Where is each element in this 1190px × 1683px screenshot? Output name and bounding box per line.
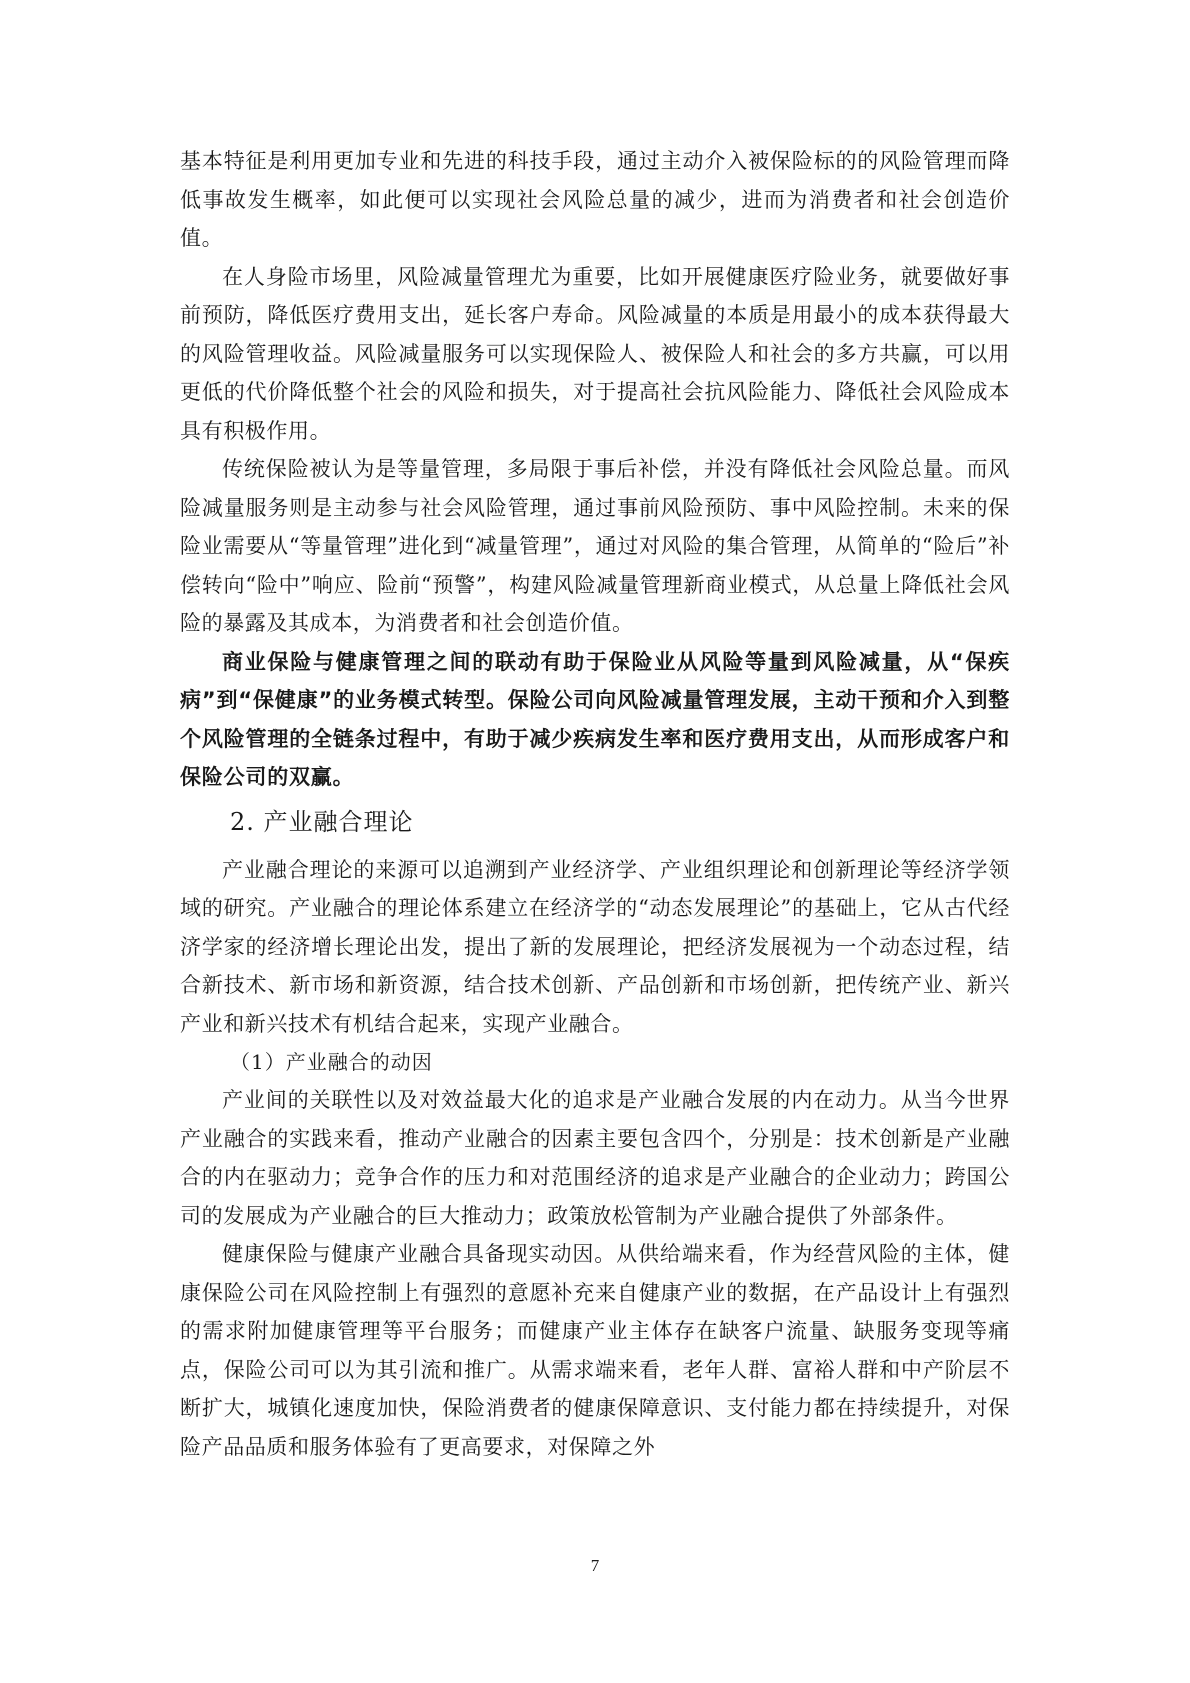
paragraph-industry-fusion: 产业融合理论的来源可以追溯到产业经济学、产业组织理论和创新理论等经济学领域的研究。产业融合的理论体系建立在经济学的“动态发展理论”的基础上，它从古代经济学家的经济增长理论出发，提出了新的发展理论，把经济发展视为一个动态过程，结合新技术、新市场和新资源，结合技术创新、产品创新和市场创新，把传统产业、新兴产业和新兴技术有机结合起来，实现产业融合。 — [180, 857, 1010, 1036]
paragraph-continuation: 基本特征是利用更加专业和先进的科技手段，通过主动介入被保险标的的风险管理而降低事故发生概率，如此便可以实现社会风险总量的减少，进而为消费者和社会创造价值。 — [180, 149, 1010, 250]
document-page — [180, 142, 1010, 1466]
paragraph-fusion-drivers: 产业间的关联性以及对效益最大化的追求是产业融合发展的内在动力。从当今世界产业融合的实践来看，推动产业融合的因素主要包含四个，分别是：技术创新是产业融合的内在驱动力；竞争合作的压力和对范围经济的追求是产业融合的企业动力；跨国公司的发展成为产业融合的巨大推动力；政策放松管制为产业融合提供了外部条件。 — [180, 1088, 1010, 1228]
paragraph-traditional-insurance: 传统保险被认为是等量管理，多局限于事后补偿，并没有降低社会风险总量。而风险减量服务则是主动参与社会风险管理，通过事前风险预防、事中风险控制。未来的保险业需要从“等量管理”进化到“减量管理”，通过对风险的集合管理，从简单的“险后”补偿转向“险中”响应、险前“预警”，构建风险减量管理新商业模式，从总量上降低社会风险的暴露及其成本，为消费者和社会创造价值。 — [180, 457, 1010, 635]
paragraph-health-insurance-fusion: 健康保险与健康产业融合具备现实动因。从供给端来看，作为经营风险的主体，健康保险公司在风险控制上有强烈的意愿补充来自健康产业的数据，在产品设计上有强烈的需求附加健康管理等平台服务；而健康产业主体存在缺客户流量、缺服务变现等痛点，保险公司可以为其引流和推广。从需求端来看，老年人群、富裕人群和中产阶层不断扩大，城镇化速度加快，保险消费者的健康保障意识、支付能力都在持续提升，对保险产品品质和服务体验有了更高要求，对保障之外 — [180, 1242, 1010, 1459]
paragraph-bold-summary: 商业保险与健康管理之间的联动有助于保险业从风险等量到风险减量，从“保疾病”到“保健康”的业务模式转型。保险公司向风险减量管理发展，主动干预和介入到整个风险管理的全链条过程中，有助于减少疾病发生率和医疗费用支出，从而形成客户和保险公司的双赢。 — [180, 649, 1010, 789]
page-number: 7 — [590, 1556, 600, 1575]
section-heading: 2. 产业融合理论 — [230, 807, 414, 836]
paragraph-risk-reduction: 在人身险市场里，风险减量管理尤为重要，比如开展健康医疗险业务，就要做好事前预防，降低医疗费用支出，延长客户寿命。风险减量的本质是用最小的成本获得最大的风险管理收益。风险减量服务可以实现保险人、被保险人和社会的多方共赢，可以用更低的代价降低整个社会的风险和损失，对于提高社会抗风险能力、降低社会风险成本具有积极作用。 — [180, 264, 1010, 443]
subheading-motivation: （1）产业融合的动因 — [230, 1050, 433, 1074]
